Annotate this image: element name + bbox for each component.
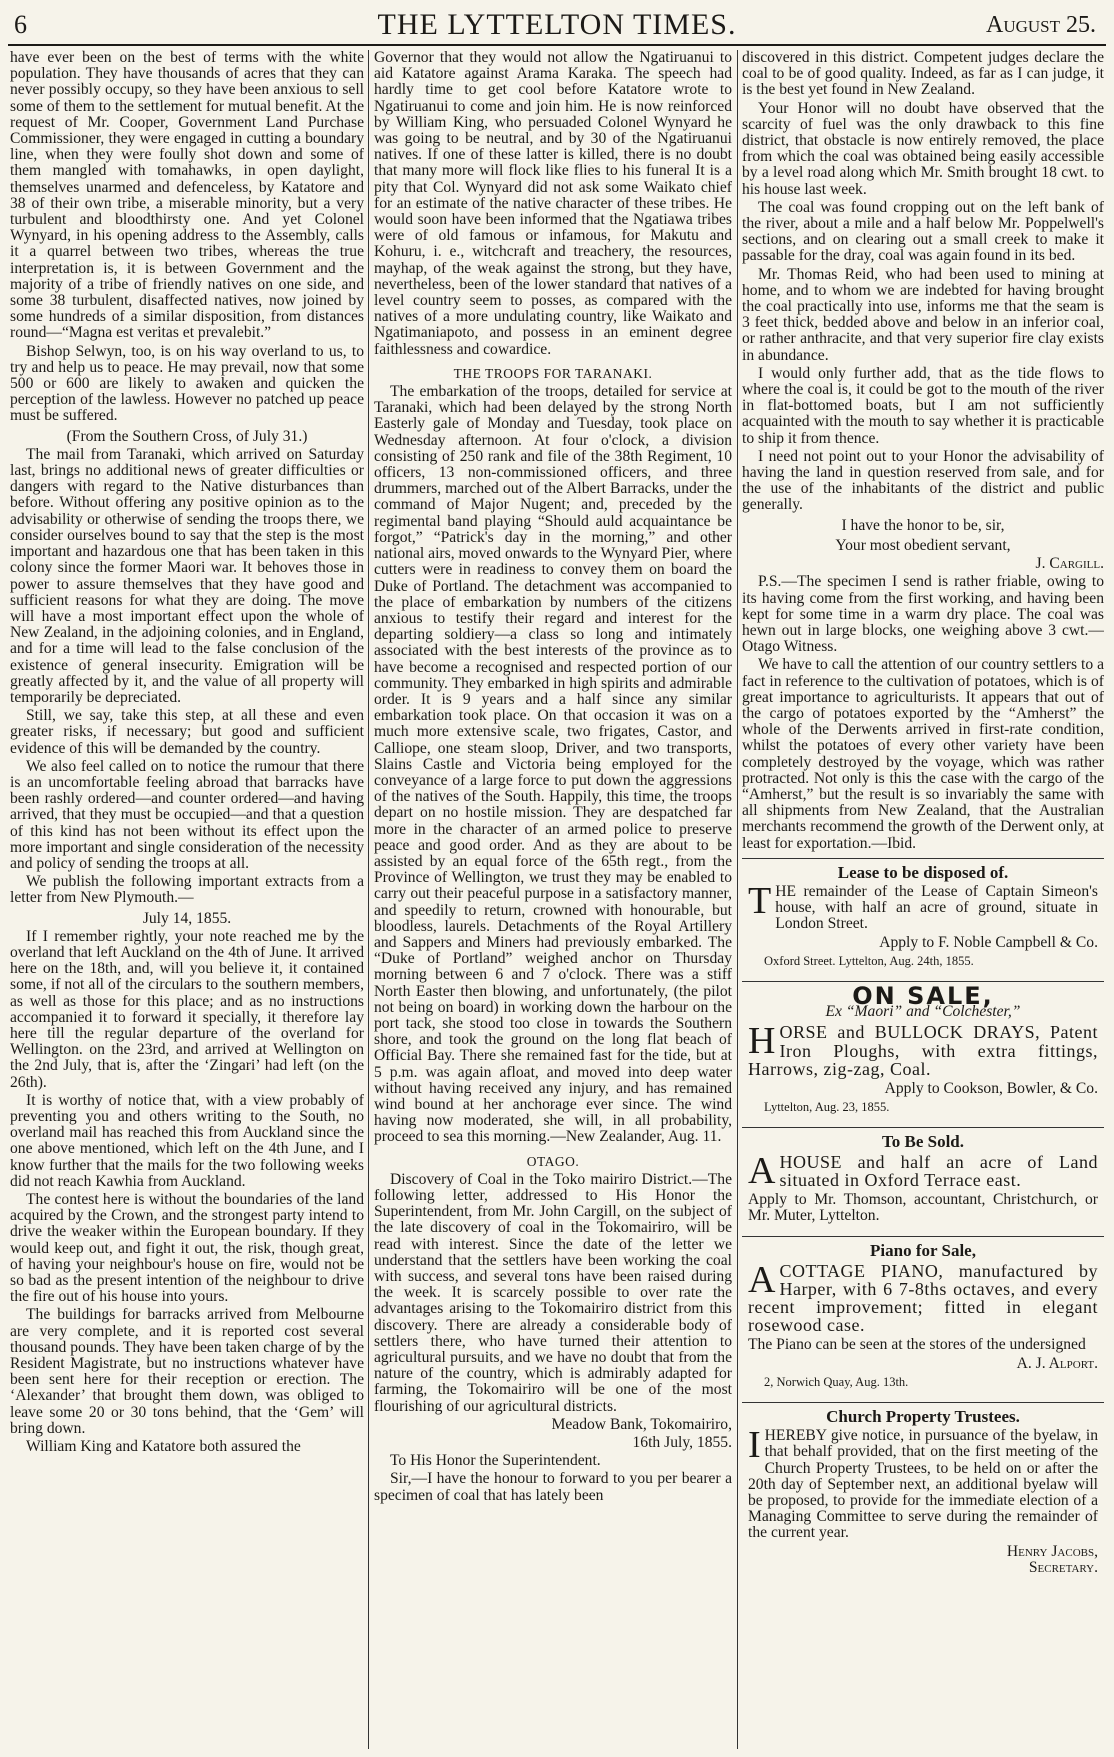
article-paragraph: The coal was found cropping out on the left bank of the river, about a mile and a half below Mr. Poppelwell's sections, and on clearing out a small creek to make it passable for the dray, coal was again found in its bed. [742,198,1104,265]
ad-to-be-sold [742,1127,1104,1230]
ad-on-sale [742,981,1104,1121]
article-paragraph: The embarkation of the troops, detailed for service at Taranaki, which had been delayed by the strong North Easterly gale of Monday and Tuesday, took place on Wednesday afternoon. At four o'clock, a division consisting of 250 rank and file of the 38th Regiment, 10 officers, 13 non-commissioned officers, and three drummers, marched out of the Albert Barracks, under the command of Major Nugent; and, preceded by the regimental band playing “Should auld acquaintance be forgot,” “Patrick's day in the morning,” and other national airs, moved onwards to the Wynyard Pier, where cutters were in readiness to convey them on board the Duke of Portland. The detachment was accompanied to the place of embarkation by numbers of the citizens anxious to testify their regard and interest for the departing soldiery—a class so long and intimately associated with the best interests of the province as to have become a recognised and respected portion of our community. They embarked in high spirits and admirable order. It is 9 years and a half since any similar embarkation took place. On that occasion it was on a much more extensive scale, two frigates, Castor, and Calliope, one steam sloop, Driver, and two transports, Slains Castle and Victoria being employed for the conveyance of a large force to put down the aggressions of the natives of the South. Happily, this time, the troops depart on no hostile mission. They are despatched far more in the character of an armed police to preserve peace and good order. And as they are about to be assisted by an equal force of the 65th regt., from the Province of Wellington, we trust they may be enabled to carry out their peaceful purpose in a satisfactory manner, and speedily to return, crowned with honourable, but bloodless, laurels. Detachments of the Royal Artillery and Sappers and Miners had previously embarked. The “Duke of Portland” weighed anchor on Thursday morning between 6 and 7 o'clock. There was a stiff North Easter then blowing, and unfortunately, (the pilot not being on board) in working down the harbour on the port tack, she stood too close in towards the Southern shore, and took the ground on the long flat beach of Official Bay. There she remained fast for the tide, but at 5 p.m. was again afloat, and moved into deep water without having received any injury, and has remained wind bound at her anchorage ever since. The wind having now moderated, she will, in all probability, proceed to sea this morning.—New Zealander, Aug. 11. [374,383,732,1146]
column-divider [737,50,738,1749]
letter-place: Meadow Bank, Tokomairiro, [551,1415,732,1433]
ad-body: HE remainder of the Lease of Captain Simeon's house, with half an acre of ground, situate in London Street. [775,882,1098,933]
article-paragraph: Sir,—I have the honour to forward to you per bearer a specimen of coal that has lately been [374,1470,732,1504]
ad-apply: Apply to Mr. Thomson, accountant, Christchurch, or Mr. Muter, Lyttelton. [748,1191,1098,1225]
article-paragraph: The mail from Taranaki, which arrived on Saturday last, brings no additional news of greater difficulties or dangers with regard to the Native disturbances than before. Without offering any positive opinion as to the advisability or otherwise of sending the troops there, we consider ourselves bound to say that the step is the most important and hazardous one that has been taken in this colony since the former Maori war. It behoves those in power to assure themselves that they have good and sufficient reasons for what they are doing. The move will have a most important effect upon the whole of New Zealand, in the adjoining colonies, and in England, and for a time will lead to the false conclusion of the existence of general insecurity. Emigration will be greatly affected by it, and the value of all property will temporarily be depreciated. [10,445,364,706]
drop-cap: H [748,1020,776,1063]
letter-date: 16th July, 1855. [632,1434,732,1452]
masthead [8,6,1106,46]
ad-body: ORSE and BULLOCK DRAYS, Patent Iron Ploughs, with extra fittings, Harrows, zig-zag, Coal. [748,1022,1098,1079]
ad-title: Lease to be disposed of. [837,862,1009,882]
ad-piano [742,1236,1104,1396]
source-note: (From the Southern Cross, of July 31.) [66,427,308,445]
section-heading: THE TROOPS FOR TARANAKI. [453,365,653,381]
article-paragraph: The buildings for barracks arrived from Melbourne are very complete, and it is reported cost several thousand pounds. They have been taken charge of by the Resident Magistrate, but no instructions whatever have been sent here for their reception or erection. The ‘Alexander’ that brought them down, was obliged to leave some 20 or 30 tons behind, that the ‘Gem’ will bring down. [10,1306,364,1437]
ad-footer: 2, Norwich Quay, Aug. 13th. [764,1374,909,1389]
column-divider [368,50,369,1749]
ad-body: HEREBY give notice, in pursuance of the byelaw, in that behalf provided, that on the first meeting of the Church Property Trustees, to be held on or after the 20th day of September next, an additional byelaw will be proposed, to provide for the immediate election of a Managing Committee to serve during the remainder of the current year. [748,1427,1098,1542]
article-paragraph: Mr. Thomas Reid, who had been used to mining at home, and to whom we are indebted for having brought the coal practically into use, informs me that the seam is 3 feet thick, bedded above and below in an inferior coal, or rather anthracite, and that very superior fire clay exists in abundance. [742,265,1104,364]
article-paragraph: Discovery of Coal in the Toko mairiro District.—The following letter, addressed to His Honor the Superintendent, from Mr. John Cargill, on the subject of the late discovery of coal in the Tokomairiro, will be read with interest. Since the date of the letter we understand that the settlers have been working the coal with success, and several tons have been raised during the week. It is scarcely possible to over rate the advantages arising to the Tokomairiro district from this discovery. There are already a considerable body of settlers there, who have turned their attention to agricultural pursuits, and we have no doubt that from the nature of the country, which is admirably adapted for farming, the Tokomairiro will be one of the most flourishing of our agricultural districts. [374,1170,732,1415]
ad-subtitle: Ex “Maori” and “Colchester,” [825,1003,1021,1021]
ad-church-trustees [742,1402,1104,1580]
ad-body: HOUSE and half an acre of Land situated in Oxford Terrace east. [779,1151,1098,1190]
article-paragraph: I need not point out to your Honor the advisability of having the land in question reserved from sale, and for the use of the inhabitants of the district and public generally. [742,447,1104,514]
article-paragraph: Your Honor will no doubt have observed that the scarcity of fuel was the only drawback to this fine district, that obstacle is now entirely removed, the place from which the coal was obtained being easily accessible by a level road along which Mr. Smith brought 18 cwt. to his house last week. [742,99,1104,198]
letter-closing: I have the honor to be, sir, [841,516,1005,534]
column-3 [742,50,1104,1750]
issue-date: August 25. [985,12,1096,38]
column-2 [374,50,732,1750]
ad-footer: Lyttelton, Aug. 23, 1855. [764,1100,890,1115]
article-paragraph: We have to call the attention of our country settlers to a fact in reference to the cultivation of potatoes, which is of great importance to agriculturists. It appears that out of the cargo of potatoes exported by the “Amherst” the whole of the Derwents arrived in first-rate condition, whilst the potatoes of every other variety have been completely destroyed by the voyage, which was rather protracted. Not only is this the case with the cargo of the “Amherst,” but the result is so invariably the same with all shipments from New Zealand, that the Australian merchants recommend the growth of the Derwent only, at least for exportation.—Ibid. [742,656,1104,852]
ad-role: Secretary. [1028,1558,1098,1576]
article-paragraph: The contest here is without the boundaries of the land acquired by the Crown, and the strongest party intend to drive the weaker within the European boundary. If they would keep out, and fight it out, the risk, though great, of having your neighbour's house on fire, would not be so bad as the present intention of the neighbour to drive the fire out of his house into yours. [10,1191,364,1306]
article-paragraph: discovered in this district. Competent judges declare the coal to be of good quality. Indeed, as far as I can judge, it is the best yet found in New Zealand. [742,50,1104,99]
ad-title: Church Property Trustees. [826,1407,1020,1427]
ad-footer: Oxford Street. Lyttelton, Aug. 24th, 1855. [764,953,974,968]
article-paragraph: It is worthy of notice that, with a view probably of preventing you and others writing to the South, no overland mail has reached this from Auckland since the one above mentioned, which left on the 4th June, and I know further that the mails for the two following weeks did not reach Kawhia from Auckland. [10,1091,364,1190]
ad-signature: Henry Jacobs, [1006,1542,1098,1560]
article-paragraph: We publish the following important extracts from a letter from New Plymouth.— [10,873,364,907]
drop-cap: T [748,879,772,922]
ad-lease [742,858,1104,975]
section-heading: OTAGO. [526,1153,580,1169]
ad-signature: A. J. Alport. [1016,1354,1098,1372]
article-paragraph: If I remember rightly, your note reached me by the overland that left Auckland on the 4th of June. It arrived here on the 18th, and, will you believe it, it contained some, if not all of the circulars to the southern members, as well as those for this place; and as no instructions accompanied it to forward it specially, it therefore lay here till the regular departure of the overland for Wellington. on the 23rd, and arrived at Wellington on the 2nd July, that is, after the ‘Zingari’ had left (on the 26th). [10,927,364,1091]
article-paragraph: Bishop Selwyn, too, is on his way overland to us, to try and help us to peace. He may prevail, now that some 500 or 600 are likely to awaken and quicken the perception of the lawless. However no patched up peace must be suffered. [10,342,364,425]
drop-cap: A [748,1149,776,1192]
newspaper-title: THE LYTTELTON TIMES. [377,8,737,41]
column-1 [10,50,364,1750]
ad-title: To Be Sold. [881,1132,965,1152]
article-paragraph: William King and Katatore both assured the [26,1438,301,1456]
page-number: 6 [14,10,27,39]
drop-cap: I [748,1424,761,1467]
ad-title: ON SALE, [852,981,994,1010]
ad-apply: Apply to Cookson, Bowler, & Co. [884,1079,1098,1097]
ad-text: The Piano can be seen at the stores of the undersigned [748,1336,1086,1354]
letter-address: To His Honor the Superintendent. [390,1452,601,1470]
article-paragraph: I would only further add, that as the tide flows to where the coal is, it could be got to the mouth of the river in flat-bottomed boats, but I am not sufficiently acquainted with the mouth to say whether it is practicable to ship it from thence. [742,364,1104,447]
article-paragraph: have ever been on the best of terms with the white population. They have thousands of acres that they can never possibly occupy, so they have been anxious to sell some of them to the settlement for mutual benefit. At the request of Mr. Cooper, Government Land Purchase Commissioner, they were engaged in cutting a boundary line, when they were foully shot down and some of them mangled with tomahawks, in open daylight, themselves unarmed and defenceless, by Katatore and 38 of their own tribe, a miserable minority, but a very turbulent and bloodthirsty one. And yet Colonel Wynyard, in his opening address to the Assembly, calls it a quarrel between two tribes, whereas the true interpretation is, it is between Government and the majority of a tribe of friendly natives on one side, and some 38 turbulent, disaffected natives, now joined by some hundreds of a similar disposition, from distances round—“Magna est veritas et prevalebit.” [10,50,364,342]
ad-body: COTTAGE PIANO, manufactured by Harper, with 6 7-8ths octaves, and every recent improvement; fitted in elegant rosewood case. [748,1260,1098,1336]
ad-apply: Apply to F. Noble Campbell & Co. [879,933,1098,951]
ad-title: Piano for Sale, [870,1241,976,1261]
letter-dateline: July 14, 1855. [142,909,232,927]
postscript: P.S.—The specimen I send is rather friable, owing to its having come from the first working, and having been kept for some time in a warm dry place. The coal was hewn out in large blocks, one weighing above 3 cwt.—Otago Witness. [742,573,1104,656]
article-paragraph: Still, we say, take this step, at all these and even greater risks, if necessary; but good and sufficient evidence of this will be demanded by the country. [10,707,364,757]
article-paragraph: Governor that they would not allow the Ngatiruanui to aid Katatore against Arama Karaka. The speech had hardly time to get cool before Katatore wrote to Ngatiruanui to come and join him. He is now reinforced by William King, who persuaded Colonel Wynyard he was going to be neutral, and by 30 of the Ngatiruanui natives. If one of these latter is killed, there is no doubt that many more will flock like flies to his funeral It is a pity that Col. Wynyard did not ask some Waikato chief for an estimate of the native character of these tribes. He would soon have been informed that the Ngatiawa tribes were of old famous or infamous, for Makutu and Kohuru, i. e., witchcraft and treachery, the resources, mayhap, of the weak against the strong, but they have, nevertheless, been of the lower standard that natives of a level country seem to posses, as compared with the natives of a more undulating country, like Waikato and Ngatimaniapoto, and possess in an eminent degree faithlessness and cowardice. [374,50,732,358]
letter-closing: Your most obedient servant, [835,536,1011,554]
letter-signature: J. Cargill. [1035,555,1104,573]
article-paragraph: We also feel called on to notice the rumour that there is an uncomfortable feeling abroad that barracks have been rashly ordered—and counter ordered—and having arrived, that they must be occupied—and that a question of this kind has not been without its effect upon the more important and single consideration of the necessity and policy of sending the troops at all. [10,757,364,872]
drop-cap: A [748,1258,776,1301]
